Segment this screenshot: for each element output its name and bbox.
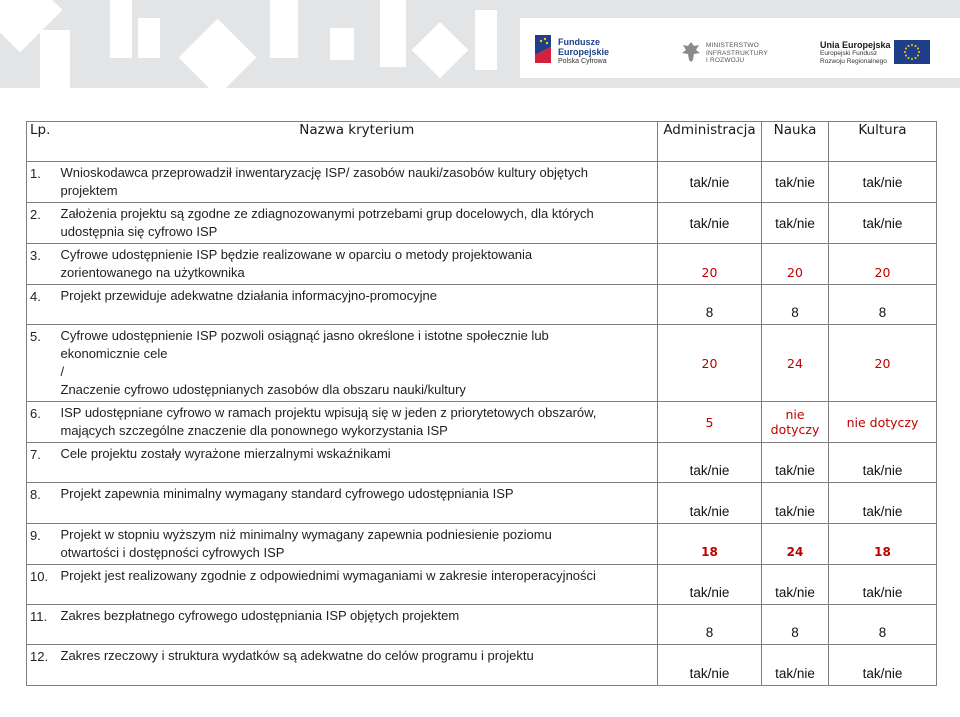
value-administracja: 8 [658, 605, 762, 645]
criterion-line: Znaczenie cyfrowo udostępnianych zasobów dla obszaru nauki/kultury [60, 382, 466, 397]
eu-title: Unia Europejska [820, 40, 891, 50]
value-kultura: 18 [829, 524, 937, 565]
value-administracja: 18 [658, 524, 762, 565]
value-kultura: tak/nie [829, 565, 937, 605]
table-row [27, 325, 937, 402]
table-row [27, 565, 937, 605]
value-kultura: nie dotyczy [829, 402, 937, 443]
row-number: 8. [27, 483, 57, 524]
decorative-shape [110, 0, 132, 58]
row-number: 2. [27, 203, 57, 244]
value-kultura: tak/nie [829, 203, 937, 244]
criterion-line: Zakres bezpłatnego cyfrowego udostępniania ISP objętych projektem [60, 608, 460, 623]
criterion-line: ekonomicznie cele [60, 346, 168, 361]
decorative-shape [412, 22, 469, 79]
table-header-row [27, 122, 937, 162]
row-number: 6. [27, 402, 57, 443]
value-administracja: 20 [658, 244, 762, 285]
criterion-line: zorientowanego na użytkownika [60, 265, 245, 280]
value-kultura: 20 [829, 325, 937, 402]
criterion-line: Cele projektu zostały wyrażone mierzalnymi wskaźnikami [60, 446, 391, 461]
table-row [27, 285, 937, 325]
fe-title: Fundusze Europejskie [558, 37, 610, 57]
header-kultura: Kultura [829, 122, 937, 162]
criterion-name [57, 565, 658, 605]
criterion-line: projektem [60, 183, 118, 198]
table-row [27, 483, 937, 524]
value-nauka: tak/nie [762, 443, 829, 483]
criterion-name [57, 402, 658, 443]
value-nauka: tak/nie [762, 565, 829, 605]
polish-eagle-icon [680, 40, 702, 64]
criterion-line: Cyfrowe udostępnienie ISP pozwoli osiągnąć jasno określone i istotne społecznie lub [60, 328, 549, 343]
ministry-line: I ROZWOJU [706, 57, 745, 64]
row-number: 5. [27, 325, 57, 402]
table-row [27, 203, 937, 244]
table-row [27, 162, 937, 203]
criterion-line: Założenia projektu są zgodne ze zdiagnozowanymi potrzebami grup docelowych, dla których [60, 206, 594, 221]
value-administracja: 8 [658, 285, 762, 325]
value-kultura: tak/nie [829, 162, 937, 203]
value-nauka: tak/nie [762, 203, 829, 244]
row-number: 7. [27, 443, 57, 483]
decorative-shape [270, 0, 298, 58]
value-kultura: tak/nie [829, 483, 937, 524]
header-administracja: Administracja [658, 122, 762, 162]
decorative-shape [330, 28, 354, 60]
row-number: 10. [27, 565, 57, 605]
eu-logo-text [820, 41, 891, 65]
value-administracja: tak/nie [658, 565, 762, 605]
decorative-shape [380, 0, 406, 67]
value-nauka: 8 [762, 285, 829, 325]
value-administracja: tak/nie [658, 645, 762, 686]
decorative-shape [138, 18, 160, 58]
value-kultura: tak/nie [829, 443, 937, 483]
criterion-name [57, 605, 658, 645]
eu-subtitle-line: Rozwoju Regionalnego [820, 57, 887, 65]
table-row [27, 402, 937, 443]
criterion-line: Wnioskodawca przeprowadził inwentaryzację ISP/ zasobów nauki/zasobów kultury objętych [60, 165, 588, 180]
row-number: 9. [27, 524, 57, 565]
criterion-name [57, 203, 658, 244]
row-number: 11. [27, 605, 57, 645]
criterion-name [57, 483, 658, 524]
fe-subtitle: Polska Cyfrowa [558, 58, 607, 65]
value-administracja: tak/nie [658, 162, 762, 203]
criteria-table [26, 121, 937, 686]
value-administracja: tak/nie [658, 443, 762, 483]
fe-logo-text [558, 37, 628, 67]
value-nauka: tak/nie [762, 162, 829, 203]
criterion-line: mających szczególne znaczenie dla ponownego wykorzystania ISP [60, 423, 448, 438]
header-name: Nazwa kryterium [57, 122, 658, 162]
ministry-logo-text [706, 42, 768, 65]
fundusze-europejskie-logo-icon [533, 33, 553, 65]
criterion-line: otwartości i dostępności cyfrowych ISP [60, 545, 285, 560]
decorative-shape [40, 30, 70, 88]
ministry-line: MINISTERSTWO [706, 42, 759, 49]
decorative-shape [475, 10, 497, 70]
criterion-line: Projekt przewiduje adekwatne działania informacyjno-promocyjne [60, 288, 437, 303]
row-number: 12. [27, 645, 57, 686]
value-administracja: 20 [658, 325, 762, 402]
criterion-line: ISP udostępniane cyfrowo w ramach projektu wpisują się w jeden z priorytetowych obszarów, [60, 405, 597, 420]
criterion-line: Projekt jest realizowany zgodnie z odpowiednimi wymaganiami w zakresie interoperacyjności [60, 568, 596, 583]
table-row [27, 605, 937, 645]
criterion-line: Projekt zapewnia minimalny wymagany standard cyfrowego udostępniania ISP [60, 486, 514, 501]
criterion-name [57, 325, 658, 402]
criterion-line: Projekt w stopniu wyższym niż minimalny wymagany zapewnia podniesienie poziomu [60, 527, 552, 542]
criterion-name [57, 285, 658, 325]
criterion-name [57, 244, 658, 285]
criterion-line: Cyfrowe udostępnienie ISP będzie realizowane w oparciu o metody projektowania [60, 247, 533, 262]
table-row [27, 524, 937, 565]
value-kultura: 8 [829, 605, 937, 645]
value-administracja: tak/nie [658, 483, 762, 524]
criterion-line: udostępnia się cyfrowo ISP [60, 224, 218, 239]
eu-flag-icon [894, 40, 930, 64]
criterion-name [57, 162, 658, 203]
value-administracja: 5 [658, 402, 762, 443]
header-nauka: Nauka [762, 122, 829, 162]
table-row [27, 244, 937, 285]
criterion-name [57, 524, 658, 565]
value-nauka: 8 [762, 605, 829, 645]
table-row [27, 645, 937, 686]
value-nauka: 24 [762, 524, 829, 565]
criterion-name [57, 443, 658, 483]
value-nauka: nie dotyczy [762, 402, 829, 443]
value-administracja: tak/nie [658, 203, 762, 244]
criterion-name [57, 645, 658, 686]
criterion-line: / [60, 364, 65, 379]
value-nauka: tak/nie [762, 483, 829, 524]
row-number: 1. [27, 162, 57, 203]
value-kultura: tak/nie [829, 645, 937, 686]
row-number: 3. [27, 244, 57, 285]
value-kultura: 8 [829, 285, 937, 325]
value-kultura: 20 [829, 244, 937, 285]
value-nauka: 24 [762, 325, 829, 402]
ministry-line: INFRASTRUKTURY [706, 49, 768, 57]
eu-subtitle-line: Europejski Fundusz [820, 50, 878, 57]
decorative-shape [179, 19, 257, 88]
table-row [27, 443, 937, 483]
header-lp: Lp. [27, 122, 57, 162]
criterion-line: Zakres rzeczowy i struktura wydatków są adekwatne do celów programu i projektu [60, 648, 534, 663]
value-nauka: tak/nie [762, 645, 829, 686]
value-nauka: 20 [762, 244, 829, 285]
row-number: 4. [27, 285, 57, 325]
